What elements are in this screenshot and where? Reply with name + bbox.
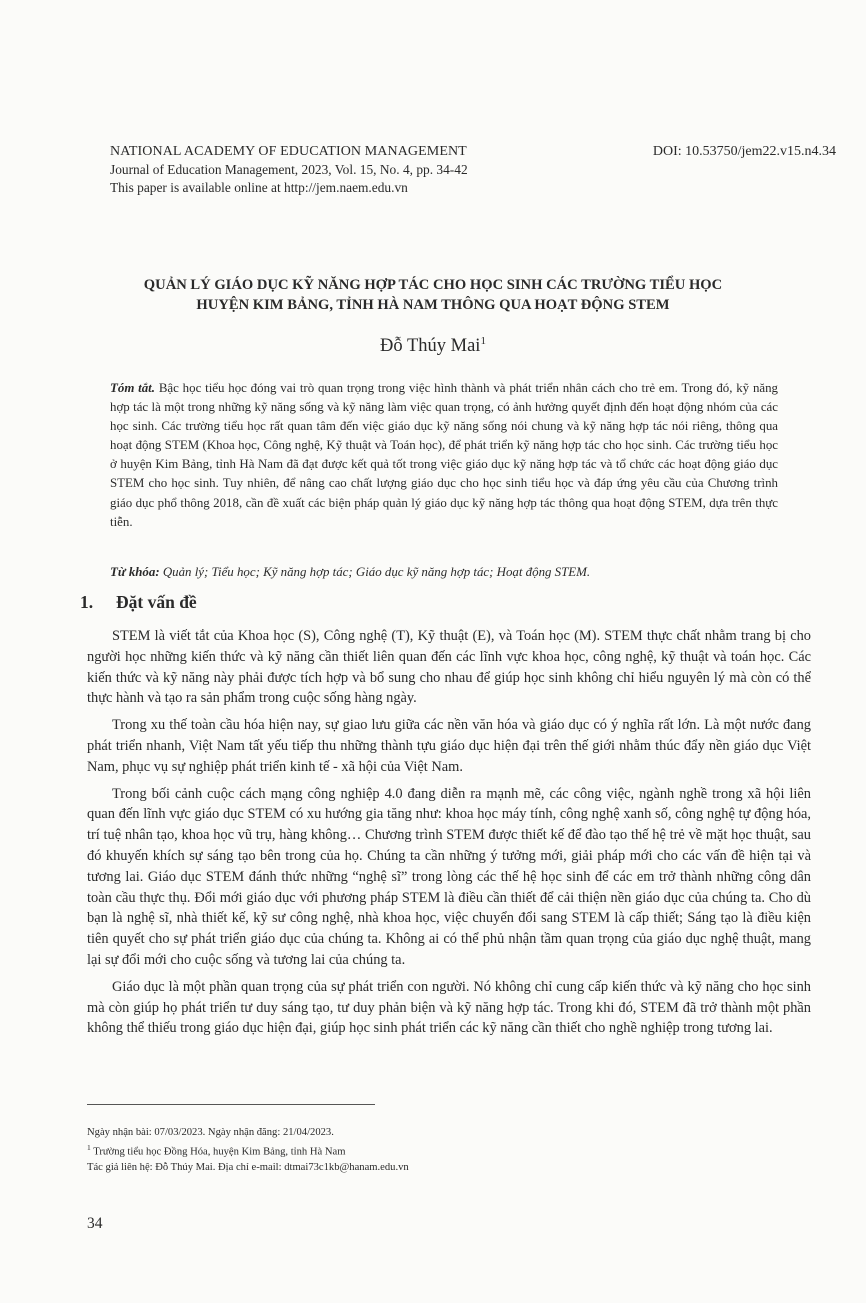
publisher-name: NATIONAL ACADEMY OF EDUCATION MANAGEMENT [110,144,467,159]
abstract-label: Tóm tắt. [110,381,155,395]
abstract-text: Bậc học tiểu học đóng vai trò quan trọng trong việc hình thành và phát triển nhân cách cho trẻ em. Trong đó, kỹ năng hợp tác là một trong những kỹ năng sống và kỹ năng làm việc quan trọng, có ảnh hưởng quyết định đến hoạt động nhóm của các học sinh. Các trường tiểu học rất quan tâm đến việc giáo dục kỹ năng sống nói chung và kỹ năng hợp tác nói riêng, thông qua hoạt động STEM (Khoa học, Công nghệ, Kỹ thuật và Toán học), để phát triển kỹ năng hợp tác cho học sinh. Các trường tiểu học ở huyện Kim Bảng, tỉnh Hà Nam đã đạt được kết quả tốt trong việc giáo dục kỹ năng hợp tác và tổ chức các hoạt động giáo dục STEM cho học sinh. Tuy nhiên, để nâng cao chất lượng giáo dục cho học sinh tiểu học và đáp ứng yêu cầu của Chương trình giáo dục phổ thông 2018, cần đề xuất các biện pháp quản lý giáo dục kỹ năng hợp tác thông qua hoạt động STEM, dựa trên thực tiễn. [110,381,779,529]
keywords [110,563,778,582]
section-heading [80,589,197,615]
author-affiliation-mark: 1 [480,335,486,347]
paragraph: Trong bối cảnh cuộc cách mạng công nghiệp 4.0 đang diễn ra mạnh mẽ, các công việc, ngành nghề trong xã hội liên quan đến lĩnh vực giáo dục STEM có xu hướng gia tăng như: khoa học máy tính, công nghệ xanh số, công nghệ tự động hóa, trí tuệ nhân tạo, khoa học vũ trụ, hàng không… Chương trình STEM được thiết kế để đào tạo thế hệ trẻ về mặt học thuật, sau đó khuyến khích sự sáng tạo bên trong của họ. Chúng ta cần những ý tưởng mới, giải pháp mới cho các vấn đề hiện tại và tương lai. Giáo dục STEM đánh thức những “nghệ sĩ” trong lòng các thế hệ học sinh để các em trở thành những công dân toàn cầu thực thụ. Đổi mới giáo dục với phương pháp STEM là điều cần thiết để cải thiện nền giáo dục của chúng ta. Cho dù bạn là nghệ sĩ, nhà thiết kế, kỹ sư công nghệ, nhà khoa học, việc chuyển đổi sang STEM là cấp thiết; Sáng tạo là điều kiện tiên quyết cho sự phát triển giáo dục của chúng ta. Không ai có thể phủ nhận tầm quan trọng của giáo dục nghệ thuật, mang lại sự đổi mới cho cuộc sống và tương lai của chúng ta. [87,785,811,968]
doi: DOI: 10.53750/jem22.v15.n4.34 [652,144,836,159]
online-availability: This paper is available online at http://jem.naem.edu.vn [110,180,408,195]
author-name: Đỗ Thúy Mai [380,336,481,357]
footnote-mark: 1 [87,1143,91,1153]
paragraph: Giáo dục là một phần quan trọng của sự phát triển con người. Nó không chỉ cung cấp kiến thức và kỹ năng cho học sinh mà còn giúp họ phát triển tư duy sáng tạo, tư duy phản biện và kỹ năng hợp tác. Trong khi đó, STEM đã trở thành một phần không thể thiếu trong giáo dục hiện đại, giúp học sinh phát triển các kỹ năng cần thiết cho nghề nghiệp trong tương lai. [87,978,811,1037]
journal-citation: Journal of Education Management, 2023, Vol. 15, No. 4, pp. 34-42 [110,162,468,177]
footnotes [87,1125,787,1175]
affiliation-text: Trường tiểu học Đồng Hóa, huyện Kim Bảng, tỉnh Hà Nam [93,1146,346,1158]
paragraph: STEM là viết tắt của Khoa học (S), Công nghệ (T), Kỹ thuật (E), và Toán học (M). STEM thực chất nhằm trang bị cho người học những kiến thức và kỹ năng cần thiết liên quan đến các lĩnh vực khoa học, công nghệ, kỹ thuật và toán học. Các kiến thức và kỹ năng này phải được tích hợp và bổ sung cho nhau để giúp học sinh không chỉ hiểu nguyên lý mà còn có thể thực hành và tạo ra sản phẩm trong cuộc sống hàng ngày. [87,628,811,707]
footnote-affiliation [87,1140,787,1160]
footnote-divider [87,1104,375,1105]
keywords-text: Quản lý; Tiểu học; Kỹ năng hợp tác; Giáo dục kỹ năng hợp tác; Hoạt động STEM. [162,565,591,579]
title-line-2: HUYỆN KIM BẢNG, TỈNH HÀ NAM THÔNG QUA HOẠT ĐỘNG STEM [196,297,670,313]
footnote-contact: Tác giả liên hệ: Đỗ Thúy Mai. Địa chỉ e-mail: dtmai73c1kb@hanam.edu.vn [87,1162,409,1174]
title-line-1: QUẢN LÝ GIÁO DỤC KỸ NĂNG HỢP TÁC CHO HỌC SINH CÁC TRƯỜNG TIỂU HỌC [143,277,723,293]
journal-header [110,143,630,197]
author [0,329,866,358]
abstract [110,379,778,532]
section-number: 1. [80,592,94,612]
body-text [87,626,811,1045]
page-number: 34 [87,1215,103,1232]
footnote-dates: Ngày nhận bài: 07/03/2023. Ngày nhận đăng: 21/04/2023. [87,1127,334,1138]
keywords-label: Từ khóa: [110,565,160,579]
paragraph: Trong xu thế toàn cầu hóa hiện nay, sự giao lưu giữa các nền văn hóa và giáo dục có ý nghĩa rất lớn. Là một nước đang phát triển nhanh, Việt Nam tất yếu tiếp thu những thành tựu giáo dục hiện đại trên thế giới nhằm thúc đẩy nền giáo dục Việt Nam, phục vụ sự nghiệp phát triển kinh tế - xã hội của Việt Nam. [87,717,811,775]
section-title: Đặt vấn đề [116,592,197,612]
paper-title [60,275,806,315]
